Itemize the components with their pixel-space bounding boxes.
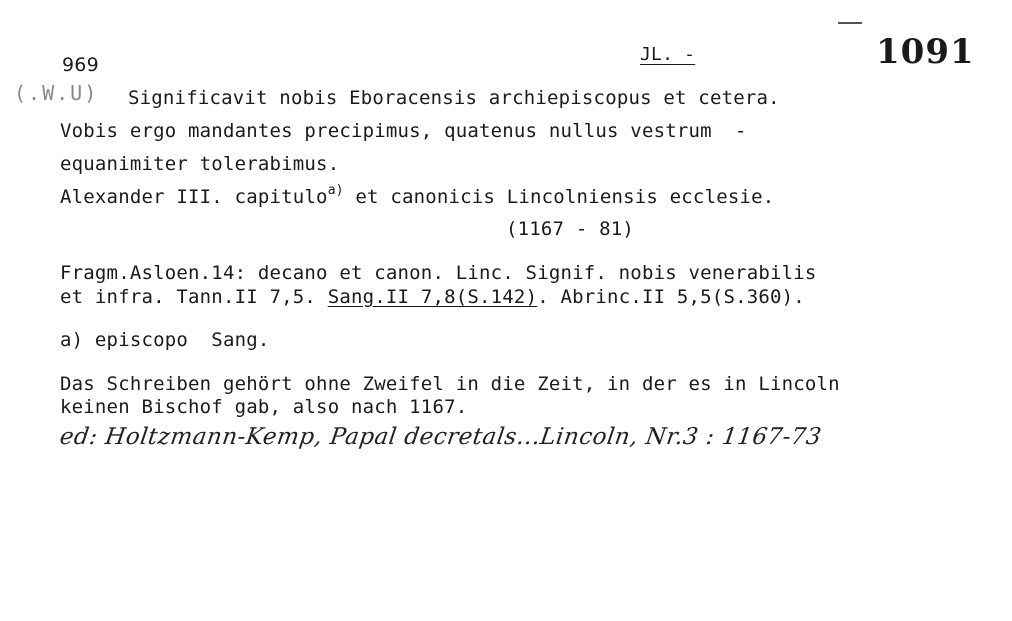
addressee-before: Alexander III. capitulo (60, 186, 328, 208)
sources-underlined: Sang.II 7,8(S.142) (327, 286, 538, 308)
text-line-2: Vobis ergo mandantes precipimus, quatenus nullus vestrum - (60, 120, 747, 142)
faint-stamp-mark: (.W.U) (14, 81, 99, 105)
text-line-3: equanimiter tolerabimus. (60, 153, 340, 175)
commentary-line-2: keinen Bischof gab, also nach 1167. (60, 396, 468, 418)
footnote-a: a) episcopo Sang. (60, 329, 270, 351)
sources-line-2 (60, 286, 805, 308)
sources-before: et infra. Tann.II 7,5. (60, 286, 328, 308)
commentary-line-1: Das Schreiben gehört ohne Zweifel in die Zeit, in der es in Lincoln (60, 373, 840, 395)
date-range: (1167 - 81) (506, 218, 635, 240)
incipit-line: Significavit nobis Eboracensis archiepiscopus et cetera. (128, 87, 780, 109)
jl-reference: JL. - (640, 44, 696, 65)
jl-number: 1091 (876, 32, 975, 72)
card-number: 969 (62, 54, 99, 76)
addressee-line (60, 183, 775, 208)
footnote-marker: a) (327, 183, 344, 198)
addressee-after: et canonicis Lincolniensis ecclesie. (343, 186, 775, 208)
sources-after: . Abrinc.II 5,5(S.360). (537, 286, 805, 308)
sources-line-1: Fragm.Asloen.14: decano et canon. Linc. Signif. nobis venerabilis (60, 262, 817, 284)
header-dash-mark (838, 22, 862, 24)
handwritten-edition-note: ed: Holtzmann-Kemp, Papal decretals...Lincoln, Nr.3 : 1167-73 (58, 424, 824, 450)
